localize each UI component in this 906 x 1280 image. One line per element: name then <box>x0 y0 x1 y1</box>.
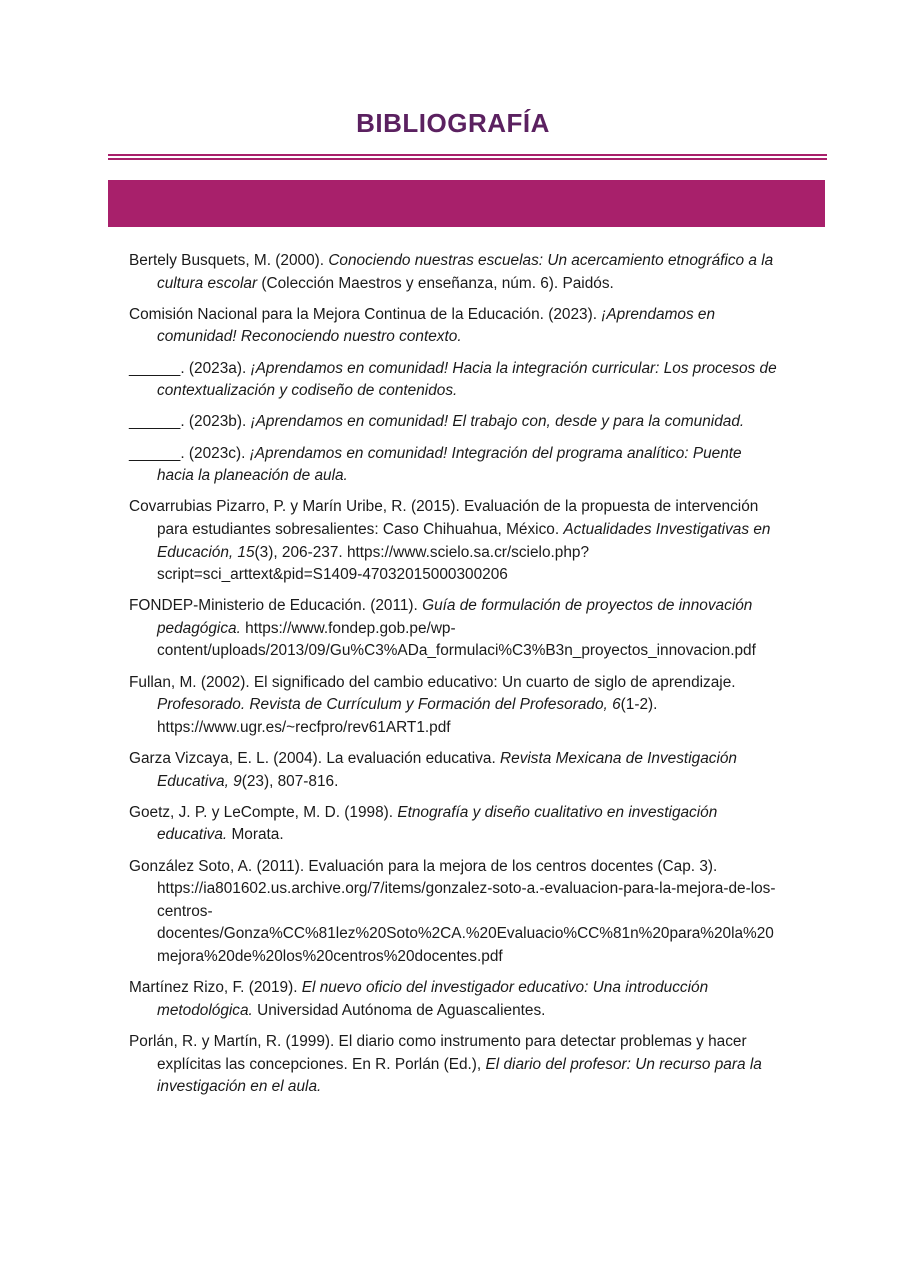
reference-entry <box>129 856 779 969</box>
title-divider-bottom <box>108 158 827 160</box>
reference-entry <box>129 672 779 740</box>
reference-title: ¡Aprendamos en comunidad! Hacia la integración curricular: Los procesos de contextualización y codiseño de contenidos. <box>157 359 777 400</box>
reference-text: (23), 807-816. <box>241 772 339 790</box>
reference-text: (3), 206-237. https://www.scielo.sa.cr/scielo.php?script=sci_arttext&pid=S1409-47032015000300206 <box>157 543 590 584</box>
reference-entry <box>129 358 779 403</box>
reference-text: ______. (2023b). <box>129 413 251 431</box>
reference-entry <box>129 802 779 847</box>
reference-text: Covarrubias Pizarro, P. y Marín Uribe, R. (2015). Evaluación de la propuesta de intervención para estudiantes sobresalientes: Caso Chihuahua, México. <box>129 498 759 538</box>
reference-text: (Colección Maestros y enseñanza, núm. 6). Paidós. <box>257 274 614 292</box>
reference-text: Bertely Busquets, M. (2000). <box>129 252 329 269</box>
reference-entry <box>129 250 779 295</box>
title-divider-top <box>108 154 827 156</box>
reference-title: Conociendo nuestras escuelas: Un acercamiento etnográfico a la cultura escolar <box>157 252 774 292</box>
reference-text: (1-2). https://www.ugr.es/~recfpro/rev61ART1.pdf <box>157 696 658 736</box>
reference-text: Universidad Autónoma de Aguascalientes. <box>252 1001 546 1019</box>
header-band <box>108 180 825 227</box>
bibliography-list <box>129 250 779 1107</box>
reference-text: ______. (2023a). <box>129 359 251 377</box>
reference-title: Actualidades Investigativas en Educación, 15 <box>157 520 771 561</box>
reference-entry <box>129 1031 779 1099</box>
reference-title: Etnografía y diseño cualitativo en investigación educativa. <box>157 803 718 844</box>
reference-text: https://www.fondep.gob.pe/wp-content/uploads/2013/09/Gu%C3%ADa_formulaci%C3%B3n_proyectos_innovacion.pdf <box>157 619 756 660</box>
reference-title: El nuevo oficio del investigador educativo: Una introducción metodológica. <box>157 979 709 1019</box>
reference-text: Martínez Rizo, F. (2019). <box>129 979 302 997</box>
reference-title: Revista Mexicana de Investigación Educativa, 9 <box>157 750 737 790</box>
reference-text: Porlán, R. y Martín, R. (1999). El diario como instrumento para detectar problemas y hacer explícitas las concepciones. En R. Porlán (Ed.), <box>129 1032 747 1073</box>
page-title: BIBLIOGRAFÍA <box>356 108 550 138</box>
reference-title: El diario del profesor: Un recurso para la investigación en el aula. <box>157 1055 762 1096</box>
reference-text: FONDEP-Ministerio de Educación. (2011). <box>129 597 423 615</box>
reference-entry <box>129 443 779 488</box>
reference-title: ¡Aprendamos en comunidad! El trabajo con, desde y para la comunidad. <box>250 413 745 431</box>
reference-entry <box>129 496 779 586</box>
reference-title: ¡Aprendamos en comunidad! Integración del programa analítico: Puente hacia la planeación de aula. <box>157 444 742 485</box>
reference-title: Profesorado. Revista de Currículum y Formación del Profesorado, 6 <box>157 696 621 714</box>
reference-entry <box>129 595 779 663</box>
reference-title: ¡Aprendamos en comunidad! Reconociendo nuestro contexto. <box>157 305 716 346</box>
reference-entry <box>129 411 779 434</box>
reference-text: Goetz, J. P. y LeCompte, M. D. (1998). <box>129 803 398 821</box>
reference-entry <box>129 977 779 1022</box>
reference-text: Fullan, M. (2002). El significado del cambio educativo: Un cuarto de siglo de aprendizaje. <box>129 673 736 691</box>
reference-text: Comisión Nacional para la Mejora Continua de la Educación. (2023). <box>129 305 602 323</box>
reference-entry <box>129 304 779 349</box>
reference-text: Garza Vizcaya, E. L. (2004). La evaluación educativa. <box>129 750 501 768</box>
reference-text: Morata. <box>227 826 284 844</box>
reference-text: ______. (2023c). <box>129 444 250 462</box>
reference-text: González Soto, A. (2011). Evaluación para la mejora de los centros docentes (Cap. 3). https://ia801602.us.archive.org/7/items/gonzalez-soto-a.-evaluacion-para-la-mejora-de-los-centros-docentes/Gonza%CC%81lez%20Soto%2CA.%20Evaluacio%CC%81n%20para%20la%20mejora%20de%20los%20centros%20docentes.pdf <box>129 857 776 965</box>
reference-title: Guía de formulación de proyectos de innovación pedagógica. <box>157 597 753 637</box>
reference-entry <box>129 748 779 793</box>
